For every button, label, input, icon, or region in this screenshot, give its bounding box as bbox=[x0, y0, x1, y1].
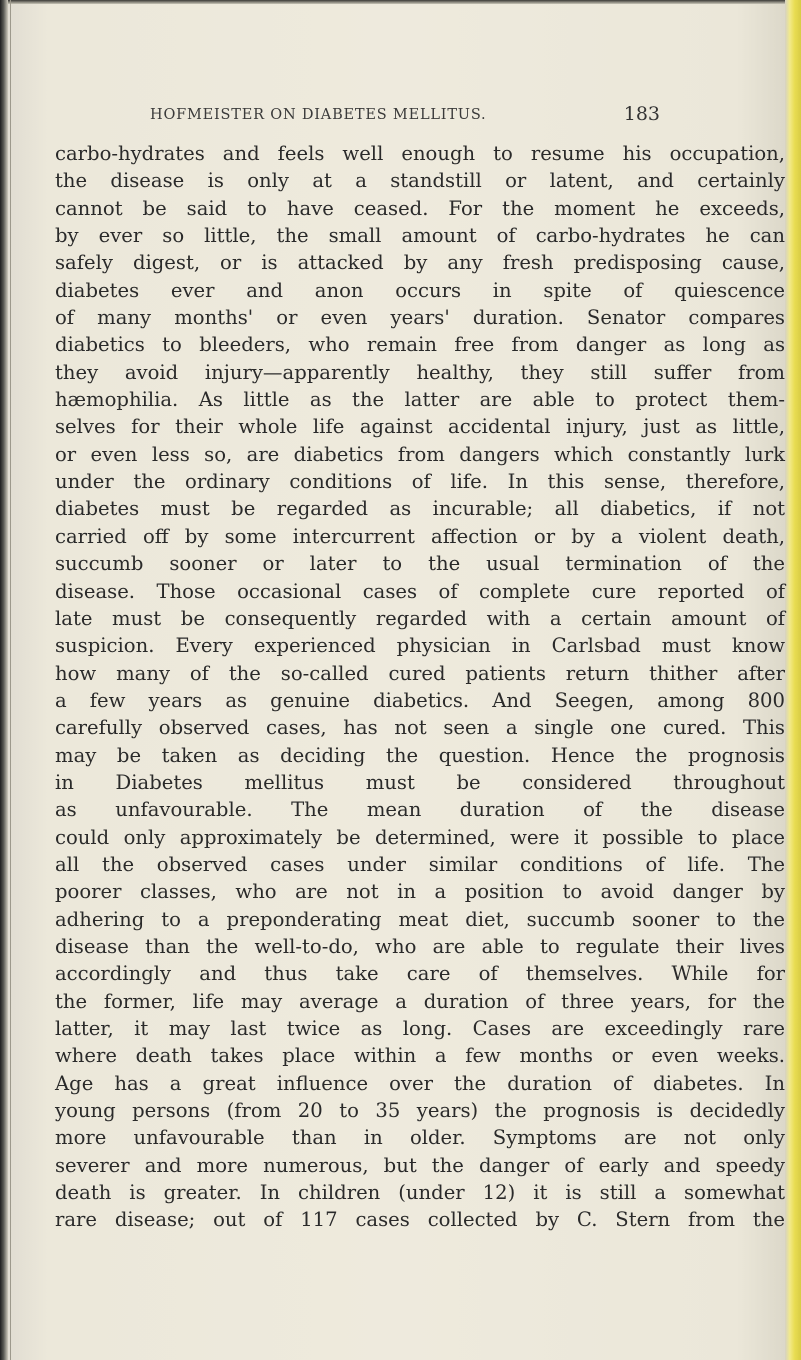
text-line: a few years as genuine diabetics. And Seegen, among 800 bbox=[55, 688, 785, 712]
text-line: accordingly and thus take care of themselves. While for bbox=[55, 962, 785, 986]
text-line: under the ordinary conditions of life. In this sense, therefore, bbox=[55, 470, 785, 494]
text-line: latter, it may last twice as long. Cases are exceedingly rare bbox=[55, 1017, 785, 1040]
text-line: safely digest, or is attacked by any fresh predisposing cause, bbox=[55, 251, 785, 275]
text-line: rare disease; out of 117 cases collected by C. Stern from the bbox=[55, 1208, 785, 1232]
text-line: they avoid injury—apparently healthy, they still suffer from bbox=[55, 360, 785, 384]
text-line: Age has a great influence over the duration of diabetes. In bbox=[55, 1071, 785, 1095]
text-line: in Diabetes mellitus must be considered throughout bbox=[55, 770, 785, 794]
text-line: diabetes must be regarded as incurable; all diabetics, if not bbox=[55, 497, 785, 521]
text-line: the disease is only at a standstill or latent, and certainly bbox=[55, 169, 785, 193]
text-line: could only approximately be determined, were it possible to place bbox=[55, 825, 785, 849]
text-line: young persons (from 20 to 35 years) the prognosis is decidedly bbox=[55, 1099, 785, 1123]
text-line: the former, life may average a duration of three years, for the bbox=[55, 989, 785, 1013]
text-line: disease than the well-to-do, who are able to regulate their lives bbox=[55, 934, 785, 958]
text-line: or even less so, are diabetics from dangers which constantly lurk bbox=[55, 442, 785, 466]
text-line: carried off by some intercurrent affection or by a violent death, bbox=[55, 524, 785, 548]
text-line: as unfavourable. The mean duration of the disease bbox=[55, 798, 785, 822]
page-header bbox=[150, 103, 660, 133]
running-head: HOFMEISTER ON DIABETES MELLITUS. bbox=[150, 107, 487, 123]
page-fore-edge bbox=[785, 0, 801, 1360]
text-line: all the observed cases under similar conditions of life. The bbox=[55, 852, 785, 876]
text-line: where death takes place within a few months or even weeks. bbox=[55, 1044, 785, 1068]
text-line: selves for their whole life against accidental injury, just as little, bbox=[55, 415, 785, 439]
text-line: succumb sooner or later to the usual termination of the bbox=[55, 552, 785, 576]
text-line: severer and more numerous, but the danger of early and speedy bbox=[55, 1153, 785, 1177]
text-line: disease. Those occasional cases of complete cure reported of bbox=[55, 579, 785, 603]
text-line: adhering to a preponderating meat diet, succumb sooner to the bbox=[55, 907, 785, 931]
text-line: by ever so little, the small amount of carbo-hydrates he can bbox=[55, 224, 785, 248]
text-line: diabetics to bleeders, who remain free from danger as long as bbox=[55, 333, 785, 357]
text-line: cannot be said to have ceased. For the moment he exceeds, bbox=[55, 196, 785, 220]
page-top-edge bbox=[0, 0, 801, 4]
body-text bbox=[55, 140, 785, 1234]
text-line: carbo-hydrates and feels well enough to resume his occupation, bbox=[55, 142, 785, 165]
text-line: may be taken as deciding the question. Hence the prognosis bbox=[55, 743, 785, 767]
text-line: more unfavourable than in older. Symptoms are not only bbox=[55, 1126, 785, 1150]
text-line: hæmophilia. As little as the latter are able to protect them- bbox=[55, 388, 785, 412]
text-line: of many months' or even years' duration. Senator compares bbox=[55, 306, 785, 330]
text-line: carefully observed cases, has not seen a single one cured. This bbox=[55, 716, 785, 740]
page-number: 183 bbox=[623, 103, 660, 125]
text-line: suspicion. Every experienced physician in Carlsbad must know bbox=[55, 634, 785, 658]
text-line: diabetes ever and anon occurs in spite of quiescence bbox=[55, 278, 785, 302]
text-line: death is greater. In children (under 12) it is still a somewhat bbox=[55, 1181, 785, 1205]
text-line: poorer classes, who are not in a position to avoid danger by bbox=[55, 880, 785, 904]
text-line: late must be consequently regarded with a certain amount of bbox=[55, 606, 785, 630]
page-binding-edge bbox=[0, 0, 8, 1360]
text-line: how many of the so-called cured patients return thither after bbox=[55, 661, 785, 685]
